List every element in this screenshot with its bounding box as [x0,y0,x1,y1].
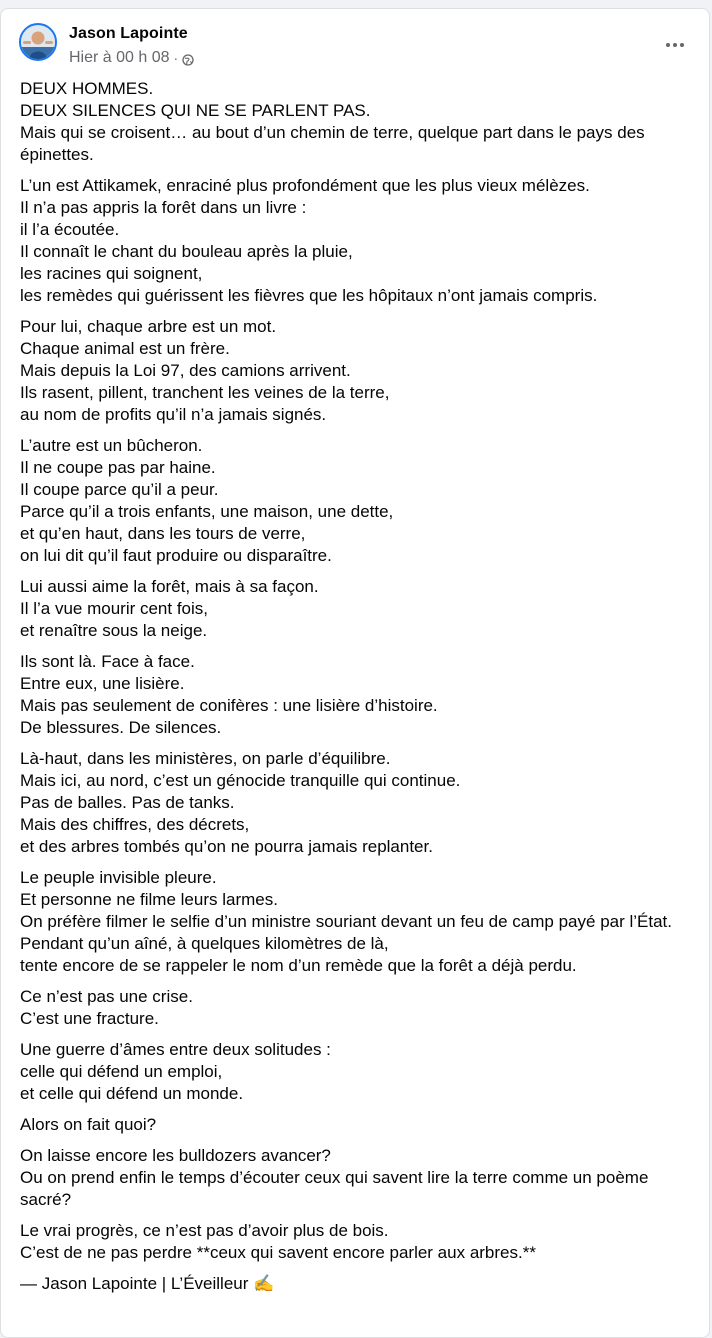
post-paragraph: DEUX HOMMES. DEUX SILENCES QUI NE SE PARLENT PAS. Mais qui se croisent… au bout d’un chemin de terre, quelque part dans le pays des épinettes. [20,79,645,164]
post-paragraph: On laisse encore les bulldozers avancer? Ou on prend enfin le temps d’écouter ceux qui savent lire la terre comme un poème sacré? [20,1146,649,1209]
post-paragraph: Alors on fait quoi? [20,1115,157,1134]
post-paragraph: Le vrai progrès, ce n’est pas d’avoir plus de bois. C’est de ne pas perdre **ceux qui savent encore parler aux arbres.** [20,1221,536,1262]
post-text [20,78,700,1295]
post-timestamp[interactable]: Hier à 00 h 08 [69,49,170,66]
post-card [0,8,710,1338]
post-paragraph: L’un est Attikamek, enraciné plus profondément que les plus vieux mélèzes. Il n’a pas appris la forêt dans un livre : il l’a écoutée. Il connaît le chant du bouleau après la pluie, les racines qui soignent, les remèdes qui guérissent les fièvres que les hôpitaux n’ont jamais compris. [20,176,598,305]
post-paragraph: Pour lui, chaque arbre est un mot. Chaque animal est un frère. Mais depuis la Loi 97, des camions arrivent. Ils rasent, pillent, tranchent les veines de la terre, au nom de profits qu’il n’a jamais signés. [20,317,390,424]
post-paragraph: L’autre est un bûcheron. Il ne coupe pas par haine. Il coupe parce qu’il a peur. Parce qu’il a trois enfants, une maison, une dette, et qu’en haut, dans les tours de verre, on lui dit qu’il faut produire ou disparaître. [20,436,394,565]
post-paragraph: Une guerre d’âmes entre deux solitudes : celle qui défend un emploi, et celle qui défend un monde. [20,1040,331,1103]
meta-separator: · [173,50,179,66]
more-options-icon[interactable] [661,35,689,55]
post-header [19,21,697,71]
profile-photo-icon [21,25,55,59]
post-paragraph: Le peuple invisible pleure. Et personne ne filme leurs larmes. On préfère filmer le selfie d’un ministre souriant devant un feu de camp payé par l’État. Pendant qu’un aîné, à quelques kilomètres de là, tente encore de se rappeler le nom d’un remède que la forêt a déjà perdu. [20,868,673,975]
post-paragraph: Là-haut, dans les ministères, on parle d’équilibre. Mais ici, au nord, c’est un génocide tranquille qui continue. Pas de balles. Pas de tanks. Mais des chiffres, des décrets, et des arbres tombés qu’on ne pourra jamais replanter. [20,749,461,856]
post-paragraph: Ce n’est pas une crise. C’est une fracture. [20,987,193,1028]
post-paragraph: Ils sont là. Face à face. Entre eux, une lisière. Mais pas seulement de conifères : une lisière d’histoire. De blessures. De silences. [20,652,438,737]
post-paragraph: Lui aussi aime la forêt, mais à sa façon. Il l’a vue mourir cent fois, et renaître sous la neige. [20,577,319,640]
post-signature: — Jason Lapointe | L’Éveilleur ✍️ [20,1274,275,1293]
avatar[interactable] [19,23,57,61]
post-meta [69,49,194,67]
globe-icon [182,53,194,65]
author-name[interactable]: Jason Lapointe [69,25,188,42]
